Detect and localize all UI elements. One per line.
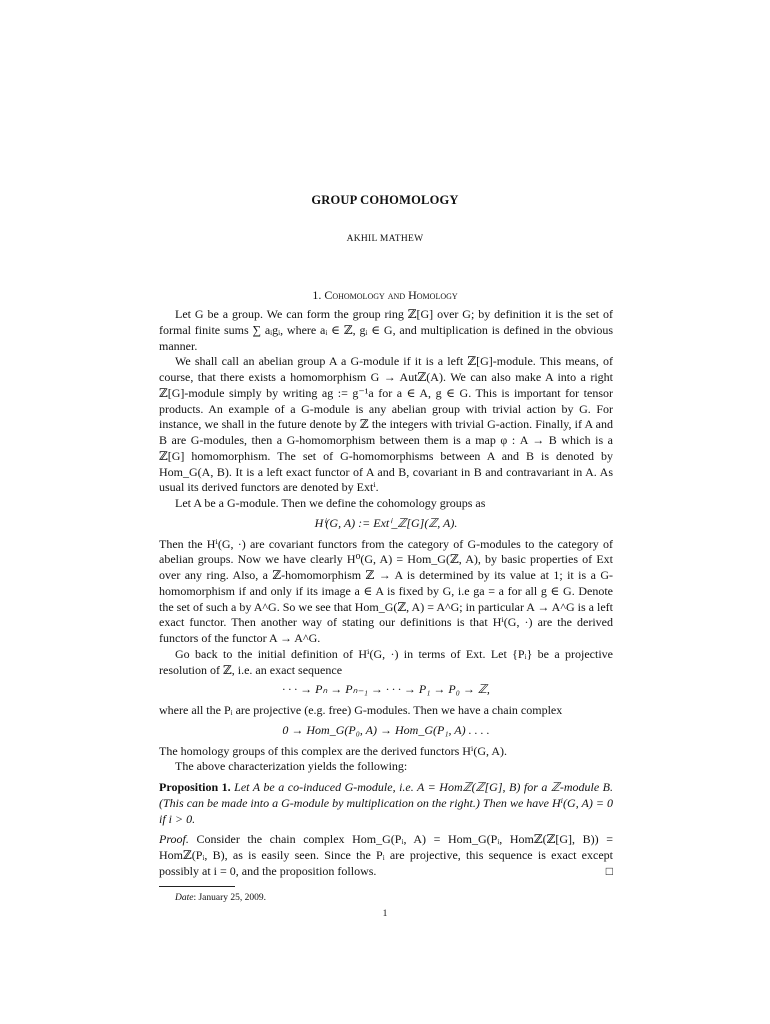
paragraph-g-module: We shall call an abelian group A a G-module if it is a left ℤ[G]-module. This means, of course, that there exists a homomorphism G → Autℤ(A). We can also make A into a right ℤ[G]-module simply by writing ag := g⁻¹a for a ∈ A, g ∈ G. This is important for tensor products. An example of a G-module is any abelian group with trivial action by G. For instance, we shall in the future denote by ℤ the integers with trivial G-action. Finally, if A and B are G-modules, then a G-homomorphism between them is a map φ : A → B which is a ℤ[G] homomorphism. The set of G-homomorphisms between A and B is denoted by Hom_G(A, B). It is a left exact functor of A and B, covariant in B and contravariant in A. As usual its derived functors are denoted by Extⁱ. <box>159 354 613 495</box>
footnote-text: : January 25, 2009. <box>193 893 267 903</box>
footnote-label: Date <box>175 893 194 903</box>
proof-text: Consider the chain complex Hom_G(Pᵢ, A) = Hom_G(Pᵢ, Homℤ(ℤ[G], B)) = Homℤ(Pᵢ, B), as is easily seen. Since the Pᵢ are projective, this sequence is exact except possibly at i = 0, and the proposition follows. <box>159 832 613 878</box>
proof-label: Proof. <box>159 832 189 847</box>
proposition-statement: Let A be a co-induced G-module, i.e. A = Homℤ(ℤ[G], B) for a ℤ-module B. (This can be made into a G-module by multiplication on the right.) Then we have Hⁱ(G, A) = 0 if i > 0. <box>159 780 613 826</box>
page-number: 1 <box>382 909 388 919</box>
paper-body <box>159 307 613 880</box>
paragraph-group-ring: Let G be a group. We can form the group ring ℤ[G] over G; by definition it is the set of formal finite sums ∑ aᵢgᵢ, where aᵢ ∈ ℤ, gᵢ ∈ G, and multiplication is defined in the obvious manner. <box>159 307 613 353</box>
equation-chain-complex: 0 → Hom_G(P₀, A) → Hom_G(P₁, A) . . . . <box>282 722 490 737</box>
equation-exact-sequence: · · · → Pₙ → Pₙ₋₁ → · · · → P₁ → P₀ → ℤ, <box>282 682 490 697</box>
paragraph-characterization: The above characterization yields the following: <box>175 759 408 774</box>
paragraph-define-cohomology: Let A be a G-module. Then we define the cohomology groups as <box>175 496 486 510</box>
proposition-label: Proposition 1. <box>159 780 231 794</box>
footnote-date <box>175 893 266 903</box>
paragraph-projective-resolution: Go back to the initial definition of Hⁱ(G, ·) in terms of Ext. Let {Pᵢ} be a projective resolution of ℤ, i.e. an exact sequence <box>159 646 613 677</box>
footnote-rule <box>159 886 235 887</box>
qed-symbol: □ <box>605 863 613 878</box>
equation-cohomology-definition: Hⁱ(G, A) := Extⁱ_ℤ[G](ℤ, A). <box>314 515 458 530</box>
paragraph-homology-groups: The homology groups of this complex are the derived functors Hⁱ(G, A). <box>159 743 507 758</box>
paper-title: GROUP COHOMOLOGY <box>311 193 459 207</box>
author-name: AKHIL MATHEW <box>346 234 424 244</box>
paragraph-chain-complex: where all the Pᵢ are projective (e.g. free) G-modules. Then we have a chain complex <box>159 703 563 717</box>
section-heading: 1. Cohomology and Homology <box>312 288 458 302</box>
proof-block <box>159 832 613 879</box>
paragraph-derived-functors: Then the Hⁱ(G, ·) are covariant functors from the category of G-modules to the category of abelian groups. Now we have clearly H⁰(G, A) = Hom_G(ℤ, A), by basic properties of Ext over any ring. Also, a ℤ-homomorphism ℤ → A is determined by its value at 1; it is a G-homomorphism if and only if its image a ∈ A is fixed by G, i.e ga = a for all g ∈ G. Denote the set of such a by A^G. So we see that Hom_G(ℤ, A) = A^G; in particular A → A^G is a left exact functor. Then another way of stating our definitions is that Hⁱ(G, ·) are the derived functors of the functor A → A^G. <box>159 536 613 645</box>
proposition-1 <box>159 780 613 827</box>
